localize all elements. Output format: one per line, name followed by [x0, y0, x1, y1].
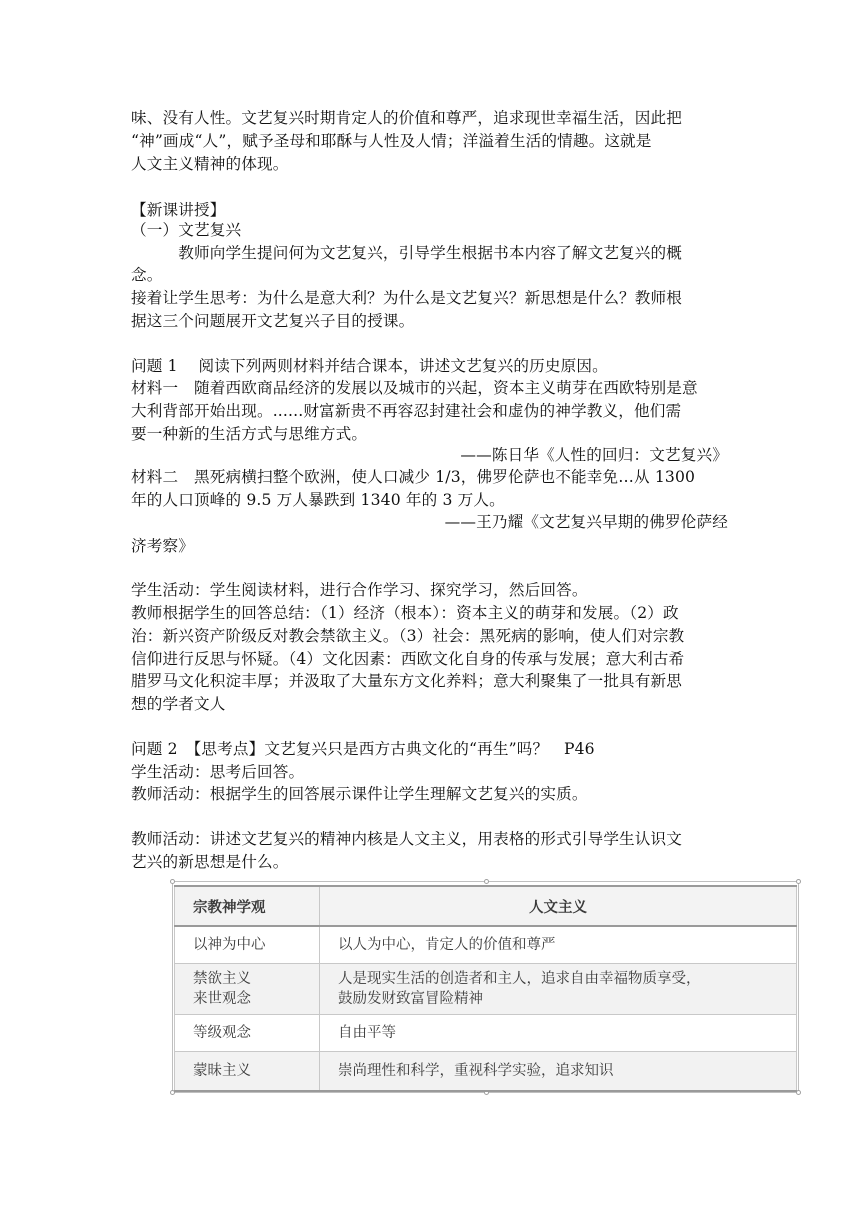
resize-handle[interactable] — [484, 879, 489, 884]
material-1-line: 材料一 随着西欧商品经济的发展以及城市的兴起，资本主义萌芽在西欧特别是意 — [131, 379, 698, 397]
material-2-source: ——王乃耀《文艺复兴早期的佛罗伦萨经 — [444, 513, 728, 531]
cell-theology: 禁欲主义 来世观念 — [175, 964, 320, 1015]
body-text-line: 教师活动：根据学生的回答展示课件让学生理解文艺复兴的实质。 — [131, 785, 588, 803]
body-text-line: 教师活动：讲述文艺复兴的精神内核是人文主义，用表格的形式引导学生认识文 — [131, 830, 683, 848]
cell-humanism: 自由平等 — [320, 1015, 797, 1052]
body-text-line: 学生活动：学生阅读材料，进行合作学习、探究学习，然后回答。 — [131, 581, 588, 599]
question-1: 问题 1 阅读下列两则材料并结合课本，讲述文艺复兴的历史原因。 — [131, 357, 608, 375]
comparison-table-image[interactable] — [172, 881, 799, 1093]
body-text-line: 念。 — [131, 266, 163, 284]
body-text-line: 味、没有人性。文艺复兴时期肯定人的价值和尊严，追求现世幸福生活，因此把 — [131, 109, 683, 127]
cell-theology: 以神为中心 — [175, 926, 320, 964]
material-1-line: 大利背部开始出现。......财富新贵不再容忍封建社会和虚伪的神学教义，他们需 — [131, 402, 682, 420]
body-text-line: 据这三个问题展开文艺复兴子目的授课。 — [131, 312, 415, 330]
cell-theology: 蒙昧主义 — [175, 1052, 320, 1092]
material-1-line: 要一种新的生活方式与思维方式。 — [131, 425, 368, 443]
cell-humanism: 以人为中心，肯定人的价值和尊严 — [320, 926, 797, 964]
cell-theology: 等级观念 — [175, 1015, 320, 1052]
table-row — [175, 1052, 797, 1092]
body-text-line: 艺兴的新思想是什么。 — [131, 853, 289, 871]
body-text-line: 信仰进行反思与怀疑。（4）文化因素：西欧文化自身的传承与发展；意大利古希 — [131, 650, 685, 668]
table-row — [175, 964, 797, 1015]
header-theology: 宗教神学观 — [175, 886, 320, 926]
cell-humanism: 人是现实生活的创造者和主人，追求自由幸福物质享受， 鼓励发财致富冒险精神 — [320, 964, 797, 1015]
humanism-comparison-table — [174, 885, 797, 1092]
material-1-source: ——陈日华《人性的回归：文艺复兴》 — [460, 446, 728, 464]
material-2-line: 年的人口顶峰的 9.5 万人暴跌到 1340 年的 3 万人。 — [131, 491, 505, 509]
body-text-line: 腊罗马文化积淀丰厚；并汲取了大量东方文化养料；意大利聚集了一批具有新思 — [131, 672, 683, 690]
table-row — [175, 926, 797, 964]
section-heading: 【新课讲授】 — [131, 201, 226, 219]
body-text-line: 教师向学生提问何为文艺复兴，引导学生根据书本内容了解文艺复兴的概 — [131, 244, 683, 262]
body-text-line: 人文主义精神的体现。 — [131, 155, 289, 173]
resize-handle[interactable] — [796, 879, 801, 884]
table-header-row — [175, 886, 797, 926]
cell-humanism: 崇尚理性和科学，重视科学实验，追求知识 — [320, 1052, 797, 1092]
header-humanism: 人文主义 — [320, 886, 797, 926]
material-2-source-cont: 济考察》 — [131, 537, 194, 555]
body-text-line: “神”画成“人”，赋予圣母和耶酥与人性及人情；洋溢着生活的情趣。这就是 — [131, 132, 652, 150]
body-text-line: 治：新兴资产阶级反对教会禁欲主义。（3）社会：黑死病的影响，使人们对宗教 — [131, 627, 685, 645]
body-text-line: 学生活动：思考后回答。 — [131, 763, 305, 781]
table-row — [175, 1015, 797, 1052]
body-text-line: 想的学者文人 — [131, 695, 226, 713]
material-2-line: 材料二 黑死病横扫整个欧洲，使人口减少 1/3，佛罗伦萨也不能幸免…从 1300 — [131, 468, 696, 486]
subsection-heading: （一）文艺复兴 — [131, 221, 242, 239]
body-text-line: 教师根据学生的回答总结：（1）经济（根本）：资本主义的萌芽和发展。（2）政 — [131, 604, 679, 622]
question-2: 问题 2 【思考点】文艺复兴只是西方古典文化的“再生”吗？ P46 — [131, 740, 595, 758]
body-text-line: 接着让学生思考：为什么是意大利？为什么是文艺复兴？新思想是什么？教师根 — [131, 289, 683, 307]
resize-handle[interactable] — [170, 879, 175, 884]
